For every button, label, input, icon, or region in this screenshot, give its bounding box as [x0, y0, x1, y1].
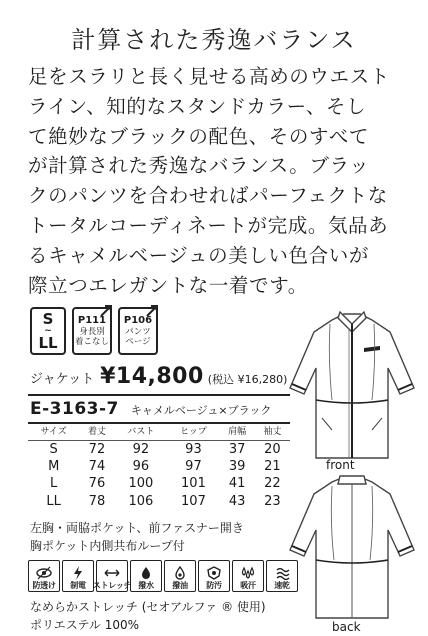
- icon-label: ストレッチ: [92, 581, 132, 590]
- price-tax-included: (税込 ¥16,280): [207, 373, 288, 386]
- page-ref-badge-p111[interactable]: [72, 307, 112, 355]
- function-oil-repellent: [164, 560, 196, 592]
- description-line: 足をスラリと長く見せる高めのウエスト: [28, 65, 390, 88]
- table-row: [28, 440, 290, 458]
- badge-code: P111: [77, 315, 107, 326]
- price-amount: ¥14,800: [100, 364, 204, 389]
- size-cell: LL: [46, 493, 61, 509]
- lightning-icon: [70, 566, 86, 580]
- badge-sub-line: パンツ: [125, 327, 151, 337]
- table-cell: 20: [264, 441, 281, 457]
- material-line: なめらかストレッチ (セオアルファ ® 使用): [30, 600, 266, 614]
- description-line: が計算された秀逸なバランス。ブラッ: [28, 154, 370, 178]
- feature-list: [30, 519, 244, 555]
- table-cell: 72: [88, 441, 106, 457]
- function-water-repellent: [130, 560, 162, 592]
- table-row: [28, 475, 290, 493]
- product-color: キャメルベージュ×ブラック: [130, 404, 272, 417]
- material-info: [30, 598, 266, 634]
- sweat-drops-icon: [240, 566, 256, 580]
- function-sweat-absorbent: [232, 560, 264, 592]
- size-tilde: ~: [44, 326, 52, 336]
- header-cell: 肩幅: [220, 422, 255, 440]
- price-line: [30, 364, 287, 389]
- table-cell: 37: [228, 441, 246, 457]
- table-cell: 76: [88, 476, 106, 492]
- stretch-arrows-icon: [104, 566, 120, 580]
- header-cell: バスト: [115, 422, 168, 440]
- page-ref-badge-p106[interactable]: [118, 307, 158, 355]
- function-stain-guard: [198, 560, 230, 592]
- header-cell: 着丈: [79, 422, 114, 440]
- icon-label: 撥油: [172, 581, 188, 590]
- size-range-badge: [30, 307, 66, 355]
- table-cell: 21: [264, 458, 281, 474]
- size-cell: S: [49, 441, 58, 457]
- table-cell: 106: [128, 493, 154, 509]
- header-cell: ヒップ: [167, 422, 219, 440]
- size-table: [28, 422, 290, 510]
- table-cell: 43: [228, 493, 246, 509]
- size-max: LL: [38, 334, 58, 352]
- corner-arrow-icon: [99, 304, 113, 318]
- table-cell: 96: [132, 458, 150, 474]
- icon-label: 制電: [70, 581, 86, 590]
- table-cell: 74: [88, 458, 106, 474]
- front-label: front: [326, 458, 355, 472]
- oil-drop-icon: [172, 566, 188, 580]
- function-antistatic: [62, 560, 94, 592]
- description-line: ライン、知的なスタンドカラー、そし: [28, 94, 367, 118]
- material-line: ポリエステル 100%: [30, 618, 140, 632]
- function-icon-row: [28, 560, 298, 592]
- badge-sub-line: ページ: [125, 337, 151, 347]
- table-row: [28, 493, 290, 511]
- badge-row: [30, 307, 158, 355]
- table-cell: 22: [264, 476, 281, 492]
- description-line: るキャメルベージュの美しい色合いが: [28, 243, 369, 267]
- eye-icon: [36, 566, 52, 580]
- description-line: て絶妙なブラックの配色、そのすべて: [28, 124, 369, 148]
- page-title: 計算された秀逸バランス: [71, 26, 357, 54]
- product-code-bar: [28, 394, 290, 424]
- stain-guard-icon: [206, 566, 222, 580]
- icon-label: 吸汗: [240, 581, 256, 590]
- garment-back-illustration: [288, 474, 416, 620]
- icon-label: 防透け: [32, 581, 56, 590]
- size-min: S: [42, 310, 54, 328]
- icon-label: 撥水: [138, 581, 154, 590]
- table-cell: 107: [181, 493, 206, 509]
- corner-arrow-icon: [145, 304, 159, 318]
- table-cell: 39: [228, 458, 246, 474]
- table-cell: 93: [185, 441, 202, 457]
- description-block: [28, 62, 408, 300]
- table-cell: 78: [88, 493, 106, 509]
- back-label: back: [332, 620, 361, 634]
- feature-line: 胸ポケット内側共布ループ付: [30, 539, 185, 553]
- description-line: クのパンツを合わせればパーフェクトな: [28, 184, 388, 208]
- size-cell: M: [48, 458, 60, 474]
- description-line: トータルコーディネートが完成。気品あ: [28, 213, 389, 237]
- size-table-header: [28, 422, 290, 440]
- table-cell: 100: [128, 476, 154, 492]
- function-stretch: [92, 560, 132, 592]
- table-cell: 23: [264, 493, 281, 509]
- function-see-through-guard: [28, 560, 60, 592]
- icon-label: 速乾: [274, 581, 290, 590]
- table-row: [28, 458, 290, 476]
- water-drop-icon: [138, 566, 154, 580]
- icon-label: 防汚: [206, 581, 222, 590]
- price-label: ジャケット: [30, 372, 95, 387]
- badge-code: P106: [123, 315, 153, 326]
- product-code: E-3163-7: [30, 399, 119, 419]
- garment-front-illustration: [288, 310, 416, 460]
- description-line: 際立つエレガントな一着です。: [28, 273, 308, 297]
- size-cell: L: [50, 476, 58, 492]
- table-cell: 97: [185, 458, 202, 474]
- table-cell: 101: [181, 476, 206, 492]
- table-cell: 92: [132, 441, 150, 457]
- header-cell: サイズ: [28, 422, 79, 440]
- header-cell: 袖丈: [255, 422, 290, 440]
- feature-line: 左胸・両脇ポケット、前ファスナー開き: [30, 521, 244, 535]
- badge-sub-line: 身長別: [79, 327, 105, 337]
- badge-sub-line: 着こなし: [74, 337, 109, 347]
- table-cell: 41: [228, 476, 246, 492]
